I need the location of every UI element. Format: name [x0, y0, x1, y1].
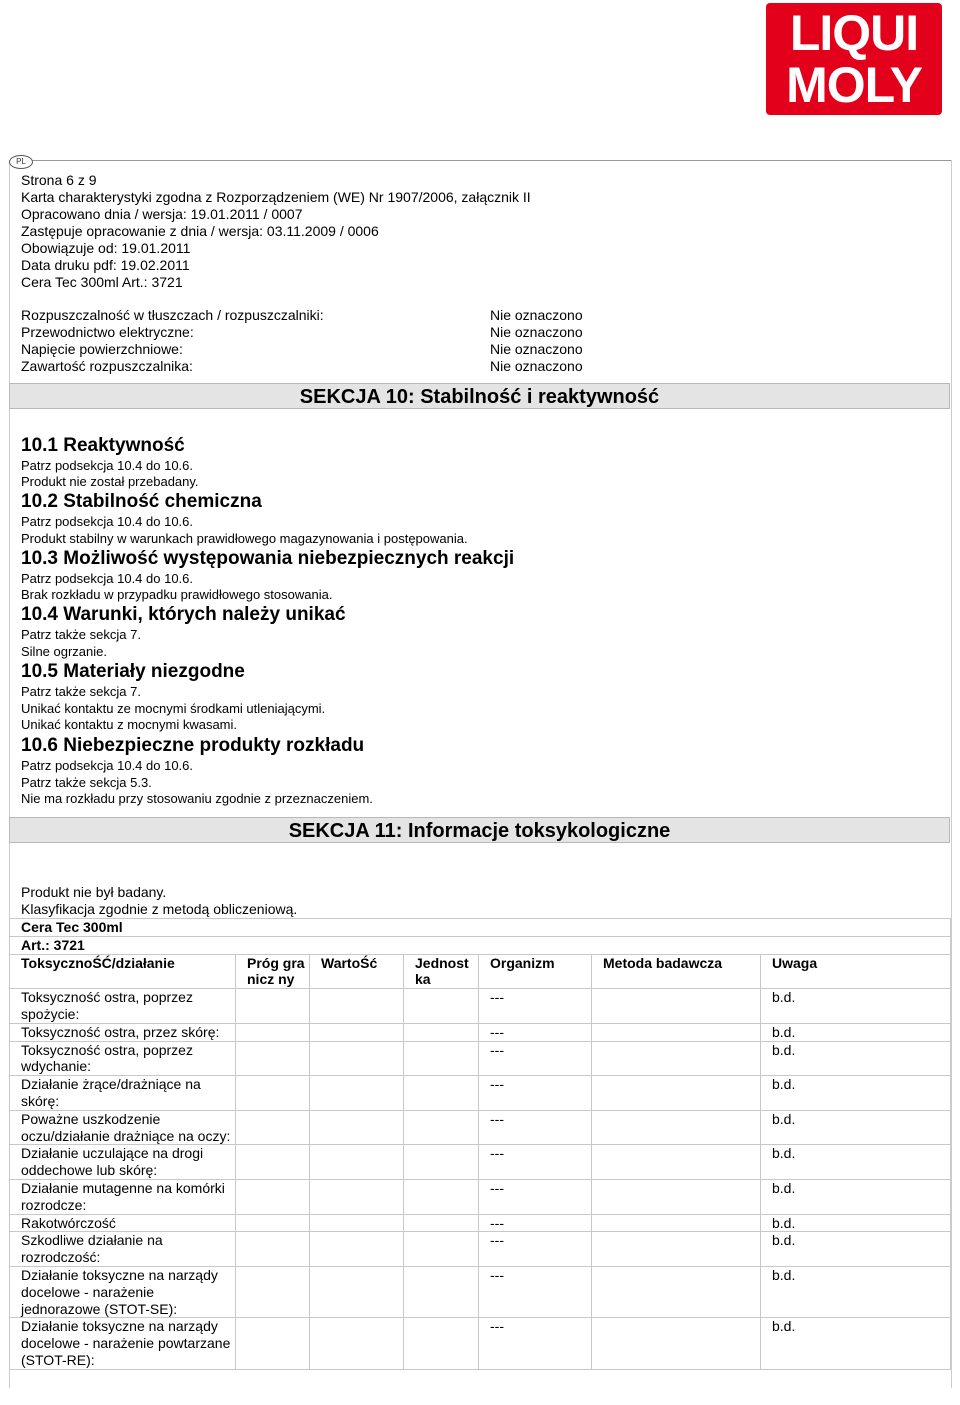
table-row: [10, 1179, 951, 1214]
subsection-text: Unikać kontaktu z mocnymi kwasami.: [21, 717, 238, 732]
empty-cell: [404, 989, 479, 1024]
property-value: Nie oznaczono: [490, 307, 583, 323]
empty-cell: [310, 1179, 404, 1214]
section-10-header: [9, 383, 950, 409]
empty-cell: [592, 989, 761, 1024]
property-value: Nie oznaczono: [490, 358, 583, 374]
subsection-text: Patrz podsekcja 10.4 do 10.6.: [21, 758, 194, 773]
table-row: [10, 1110, 951, 1145]
subsection-heading: 10.3 Możliwość występowania niebezpiecznych reakcji: [21, 548, 515, 569]
subsection-text: Patrz podsekcja 10.4 do 10.6.: [21, 571, 194, 586]
empty-cell: [236, 1041, 310, 1076]
note-cell: b.d.: [761, 1318, 951, 1369]
version-line: Opracowano dnia / wersja: 19.01.2011 / 0007: [21, 206, 303, 222]
empty-cell: [310, 1318, 404, 1369]
empty-cell: [592, 1076, 761, 1111]
note-cell: b.d.: [761, 1266, 951, 1317]
empty-cell: [404, 1266, 479, 1317]
property-value: Nie oznaczono: [490, 341, 583, 357]
right-frame-line: [951, 160, 952, 1388]
article-number: Art.: 3721: [10, 936, 951, 954]
table-row: [10, 1232, 951, 1267]
section-11-title: SEKCJA 11: Informacje toksykologiczne: [288, 820, 671, 842]
replaces-line: Zastępuje opracowanie z dnia / wersja: 03.11.2009 / 0006: [21, 223, 379, 239]
empty-cell: [236, 1179, 310, 1214]
empty-cell: [310, 989, 404, 1024]
header-divider: [9, 160, 951, 161]
section-11-header: [9, 817, 950, 843]
table-row: [10, 1214, 951, 1232]
property-value: Nie oznaczono: [490, 324, 583, 340]
empty-cell: [236, 1318, 310, 1369]
intro-text: Klasyfikacja zgodnie z metodą obliczeniową.: [21, 901, 298, 917]
print-date-line: Data druku pdf: 19.02.2011: [21, 257, 190, 273]
subsection-text: Produkt nie został przebadany.: [21, 474, 199, 489]
empty-cell: [310, 1023, 404, 1041]
empty-cell: [404, 1232, 479, 1267]
table-row: [10, 1076, 951, 1111]
table-row: [10, 989, 951, 1024]
note-cell: b.d.: [761, 1041, 951, 1076]
empty-cell: [236, 1076, 310, 1111]
organism-cell: ---: [479, 1179, 592, 1214]
empty-cell: [592, 1110, 761, 1145]
note-cell: b.d.: [761, 1076, 951, 1111]
empty-cell: [310, 1110, 404, 1145]
empty-cell: [592, 1041, 761, 1076]
empty-cell: [236, 1214, 310, 1232]
product-name: Cera Tec 300ml: [10, 919, 951, 937]
column-header: Organizm: [479, 954, 592, 989]
organism-cell: ---: [479, 1266, 592, 1317]
organism-cell: ---: [479, 1145, 592, 1180]
logo-line1: LIQUI: [789, 5, 919, 61]
empty-cell: [592, 1214, 761, 1232]
empty-cell: [404, 1179, 479, 1214]
subsection-text: Patrz podsekcja 10.4 do 10.6.: [21, 514, 194, 529]
subsection-heading: 10.2 Stabilność chemiczna: [21, 491, 262, 512]
product-line: Cera Tec 300ml Art.: 3721: [21, 274, 183, 290]
page-number: Strona 6 z 9: [21, 172, 97, 188]
subsection-text: Silne ogrzanie.: [21, 644, 107, 659]
table-row: [10, 1145, 951, 1180]
organism-cell: ---: [479, 1023, 592, 1041]
empty-cell: [236, 1266, 310, 1317]
organism-cell: ---: [479, 1214, 592, 1232]
effect-cell: Działanie toksyczne na narządy docelowe - narażenie jednorazowe (STOT-SE):: [10, 1266, 236, 1317]
liqui-moly-logo: [766, 3, 942, 115]
section-10-title: SEKCJA 10: Stabilność i reaktywność: [299, 386, 660, 408]
empty-cell: [236, 1145, 310, 1180]
empty-cell: [404, 1214, 479, 1232]
subsection-heading: 10.1 Reaktywność: [21, 435, 185, 456]
language-badge: PL: [9, 155, 33, 169]
empty-cell: [310, 1266, 404, 1317]
property-label: Rozpuszczalność w tłuszczach / rozpuszczalniki:: [21, 307, 324, 323]
empty-cell: [310, 1041, 404, 1076]
subsection-text: Patrz także sekcja 7.: [21, 684, 141, 699]
empty-cell: [310, 1145, 404, 1180]
property-label: Przewodnictwo elektryczne:: [21, 324, 194, 340]
empty-cell: [236, 1023, 310, 1041]
empty-cell: [310, 1214, 404, 1232]
column-header: WartoŚć: [310, 954, 404, 989]
subsection-text: Patrz także sekcja 5.3.: [21, 775, 152, 790]
note-cell: b.d.: [761, 1145, 951, 1180]
organism-cell: ---: [479, 1318, 592, 1369]
toxicology-table: [9, 918, 951, 1370]
column-header: ToksycznoŚĆ/działanie: [10, 954, 236, 989]
column-header: Jednost ka: [404, 954, 479, 989]
subsection-text: Produkt stabilny w warunkach prawidłowego magazynowania i postępowania.: [21, 531, 468, 546]
subsection-text: Patrz także sekcja 7.: [21, 627, 141, 642]
valid-from-line: Obowiązuje od: 19.01.2011: [21, 240, 191, 256]
subsection-text: Patrz podsekcja 10.4 do 10.6.: [21, 458, 194, 473]
effect-cell: Toksyczność ostra, poprzez wdychanie:: [10, 1041, 236, 1076]
effect-cell: Szkodliwe działanie na rozrodczość:: [10, 1232, 236, 1267]
table-row: [10, 1266, 951, 1317]
empty-cell: [236, 1232, 310, 1267]
empty-cell: [236, 989, 310, 1024]
table-row: [10, 1041, 951, 1076]
effect-cell: Działanie uczulające na drogi oddechowe lub skórę:: [10, 1145, 236, 1180]
note-cell: b.d.: [761, 989, 951, 1024]
note-cell: b.d.: [761, 1023, 951, 1041]
table-row: [10, 1318, 951, 1369]
effect-cell: Toksyczność ostra, przez skórę:: [10, 1023, 236, 1041]
empty-cell: [592, 1266, 761, 1317]
empty-cell: [592, 1145, 761, 1180]
intro-text: Produkt nie był badany.: [21, 884, 167, 900]
effect-cell: Rakotwórczość: [10, 1214, 236, 1232]
empty-cell: [404, 1145, 479, 1180]
effect-cell: Działanie żrące/drażniące na skórę:: [10, 1076, 236, 1111]
empty-cell: [592, 1023, 761, 1041]
table-header-row: [10, 954, 951, 989]
empty-cell: [592, 1179, 761, 1214]
empty-cell: [310, 1232, 404, 1267]
empty-cell: [404, 1041, 479, 1076]
empty-cell: [592, 1232, 761, 1267]
subsection-text: Unikać kontaktu ze mocnymi środkami utleniającymi.: [21, 701, 326, 716]
empty-cell: [404, 1023, 479, 1041]
effect-cell: Poważne uszkodzenie oczu/działanie drażniące na oczy:: [10, 1110, 236, 1145]
organism-cell: ---: [479, 989, 592, 1024]
document-title: Karta charakterystyki zgodna z Rozporządzeniem (WE) Nr 1907/2006, załącznik II: [21, 189, 531, 205]
column-header: Metoda badawcza: [592, 954, 761, 989]
note-cell: b.d.: [761, 1232, 951, 1267]
empty-cell: [310, 1076, 404, 1111]
effect-cell: Działanie toksyczne na narządy docelowe - narażenie powtarzane (STOT-RE):: [10, 1318, 236, 1369]
organism-cell: ---: [479, 1041, 592, 1076]
effect-cell: Toksyczność ostra, poprzez spożycie:: [10, 989, 236, 1024]
table-row: [10, 1023, 951, 1041]
column-header: Uwaga: [761, 954, 951, 989]
empty-cell: [404, 1318, 479, 1369]
empty-cell: [236, 1110, 310, 1145]
subsection-heading: 10.6 Niebezpieczne produkty rozkładu: [21, 735, 365, 756]
effect-cell: Działanie mutagenne na komórki rozrodcze:: [10, 1179, 236, 1214]
empty-cell: [592, 1318, 761, 1369]
organism-cell: ---: [479, 1232, 592, 1267]
logo-line2: MOLY: [786, 57, 922, 113]
subsection-text: Nie ma rozkładu przy stosowaniu zgodnie z przeznaczeniem.: [21, 791, 373, 806]
subsection-text: Brak rozkładu w przypadku prawidłowego stosowania.: [21, 587, 333, 602]
property-label: Zawartość rozpuszczalnika:: [21, 358, 193, 374]
organism-cell: ---: [479, 1110, 592, 1145]
empty-cell: [404, 1076, 479, 1111]
organism-cell: ---: [479, 1076, 592, 1111]
subsection-heading: 10.4 Warunki, których należy unikać: [21, 604, 346, 625]
empty-cell: [404, 1110, 479, 1145]
note-cell: b.d.: [761, 1110, 951, 1145]
subsection-heading: 10.5 Materiały niezgodne: [21, 661, 245, 682]
note-cell: b.d.: [761, 1179, 951, 1214]
column-header: Próg granicz ny: [236, 954, 310, 989]
note-cell: b.d.: [761, 1214, 951, 1232]
property-label: Napięcie powierzchniowe:: [21, 341, 183, 357]
